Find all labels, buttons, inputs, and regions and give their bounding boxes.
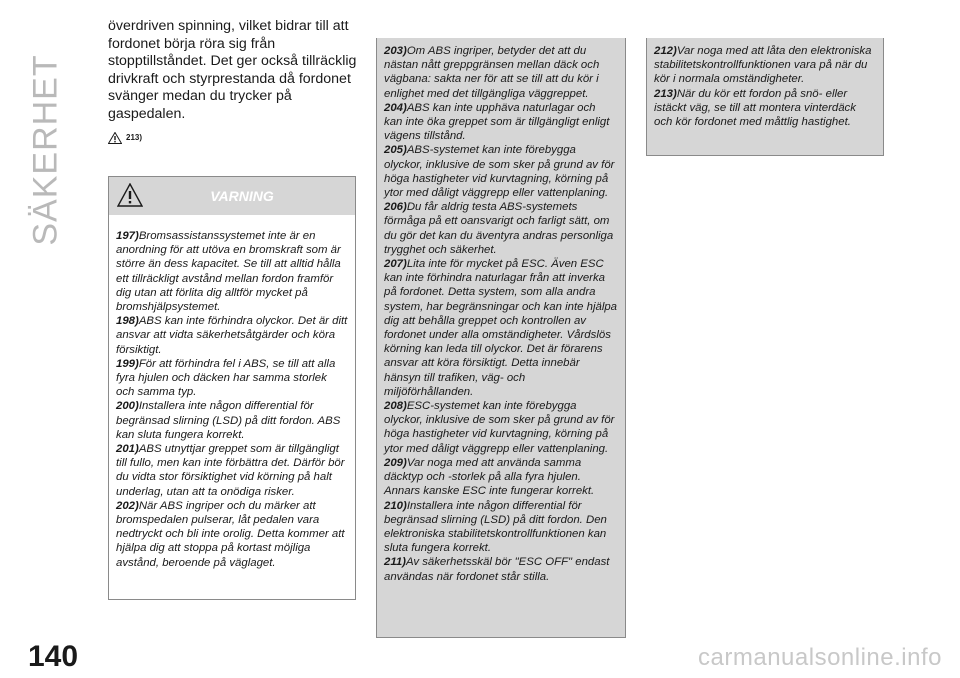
warning-triangle-icon: [108, 132, 122, 144]
warning-note-204: 204)ABS kan inte upphäva naturlagar och kan inte öka greppet som är tillgängligt enligt vägens tillstånd.: [384, 101, 610, 143]
warning-note-209: 209)Var noga med att använda samma däcktyp och -storlek på alla fyra hjulen. Annars kanske ESC inte fungerar korrekt.: [384, 456, 595, 498]
warning-note-208: 208)ESC-systemet kan inte förebygga olyckor, inklusive de som sker på grund av för höga hastigheter vid kurvtagning, körning på ytor med dåligt väggrepp eller vattenplaning.: [384, 400, 615, 455]
warning-note-197: 197)Bromsassistanssystemet inte är en anordning för att utöva en bromskraft som är större än dess kapacitet. Se till att alltid hålla ett tillräckligt avstånd mellan fordon framför dig utan att förlita dig alltför mycket på bromshjälpsystemet.: [116, 230, 341, 314]
warning-note-213: 213)När du kör ett fordon på snö- eller istäckt väg, se till att montera vinterdäck och kör fordonet med måttlig hastighet.: [654, 87, 856, 129]
reference-number: 213): [126, 133, 143, 142]
column2-notes: [377, 38, 625, 584]
warning-note-203: 203)Om ABS ingriper, betyder det att du nästan nått greppgränsen mellan däck och vägbana: sakta ner för att se till att du kör i enlighet med det tillgängliga väggreppet.: [384, 45, 600, 100]
section-side-title: SÄKERHET: [26, 54, 65, 246]
warning-note-211: 211)Av säkerhetsskäl bör "ESC OFF" endast användas när fordonet står stilla.: [384, 556, 610, 583]
page-number: 140: [28, 640, 79, 673]
warning-note-205: 205)ABS-systemet kan inte förebygga olyckor, inklusive de som sker på grund av för höga hastigheter vid kurvtagning, körning på ytor med dåligt väggrepp eller vattenplaning.: [384, 144, 615, 200]
warning-column-2: [376, 38, 626, 638]
warning-note-202: 202)När ABS ingriper och du märker att bromspedalen pulserar, låt pedalen vara nedtryckt och bli inte orolig. Detta kommer att hjälpa dig att stoppa på kortast möjliga avstånd, beroende på väglaget.: [116, 499, 345, 569]
column3-notes: [647, 38, 883, 129]
warning-note-210: 210)Installera inte någon differential för begränsad slirning (LSD) på ditt fordon. Den elektroniska stabilitetskontrollfunktionen kan sluta fungera korrekt.: [384, 499, 607, 555]
watermark: carmanualsonline.info: [698, 644, 942, 671]
warning-box: [108, 176, 356, 600]
warning-title: VARNING: [210, 188, 274, 204]
warning-note-201: 201)ABS utnyttjar greppet som är tillgängligt till fullo, men kan inte förbättra det. Därför bör du vidta stor försiktighet vid körning på halt underlag, utan att ta onödiga risker.: [116, 443, 345, 498]
warning-note-212: 212)Var noga med att låta den elektroniska stabilitetskontrollfunktionen vara på när du kör i normala omständigheter.: [654, 45, 872, 86]
warning-column-3: [646, 38, 884, 156]
warning-note-207: 207)Lita inte för mycket på ESC. Även ESC kan inte förhindra naturlagar från att inverka på fordonet. Detta system, som alla andra system, har begränsningar och kan inte hjälpa dig att behålla greppet och kontrollen av fordonet under alla omständigheter. Vårdslös körning kan leda till olyckor. Det är förarens ansvar att köra försiktigt. Detta innebär hänsyn till trafiken, väg- och miljöförhållanden.: [384, 258, 618, 398]
warning-note-198: 198)ABS kan inte förhindra olyckor. Det är ditt ansvar att vidta säkerhetsåtgärder och köra försiktigt.: [116, 315, 348, 356]
warning-notes: [109, 215, 355, 570]
warning-header: [109, 177, 355, 215]
intro-paragraph: [108, 18, 358, 147]
warning-note-200: 200)Installera inte någon differential för begränsad slirning (LSD) på ditt fordon. ABS kan sluta fungera korrekt.: [116, 400, 341, 441]
warning-note-206: 206)Du får aldrig testa ABS-systemets förmåga på ett oansvarigt och farligt sätt, om du gör det kan du äventyra andras personliga trygghet och säkerhet.: [384, 201, 614, 256]
intro-text: överdriven spinning, vilket bidrar till att fordonet börja röra sig från stopptillståndet. Det ger också tillräcklig drivkraft och styrprestanda då fordonet svänger medan du trycker på gaspedalen.: [108, 18, 357, 122]
warning-reference: [108, 129, 358, 147]
warning-note-199: 199)För att förhindra fel i ABS, se till att alla fyra hjulen och däcken har samma storlek och samma typ.: [116, 357, 336, 399]
